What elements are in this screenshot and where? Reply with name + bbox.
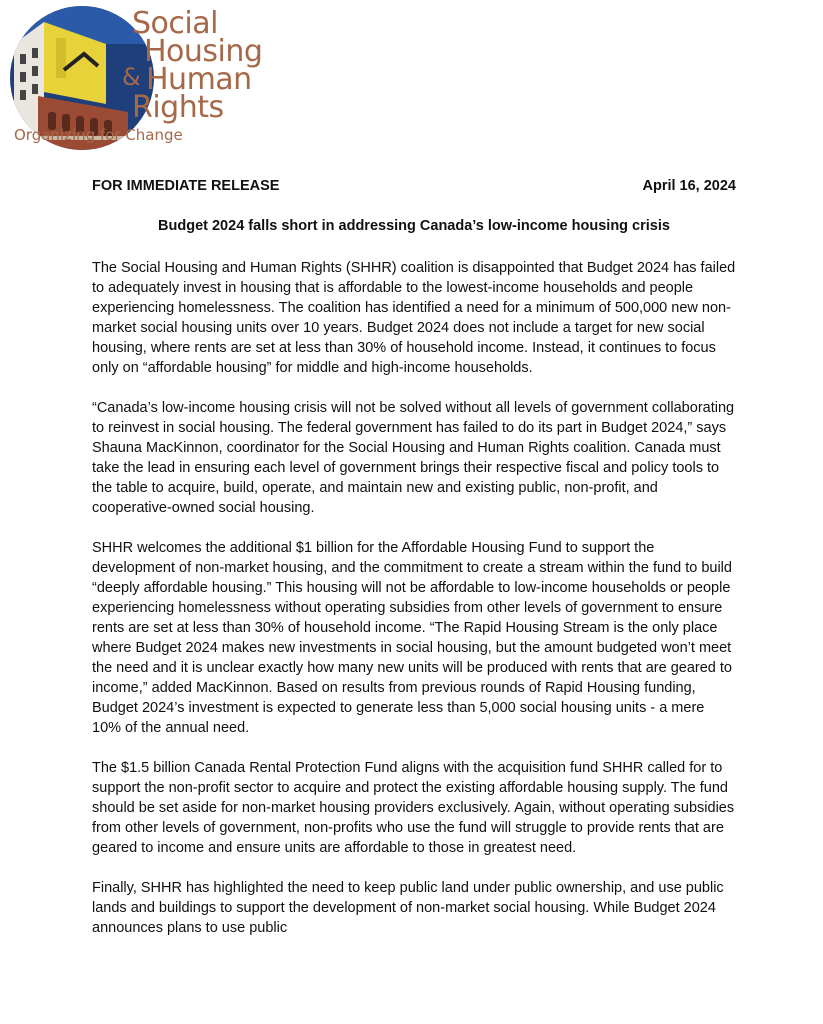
release-label: FOR IMMEDIATE RELEASE bbox=[92, 178, 280, 194]
logo-line-social: Social bbox=[132, 6, 218, 41]
logo-line-housing: Housing bbox=[144, 34, 263, 69]
body-text bbox=[92, 258, 737, 958]
release-header bbox=[92, 178, 736, 194]
release-date: April 16, 2024 bbox=[642, 178, 736, 194]
organization-logo bbox=[8, 4, 308, 152]
paragraph: The Social Housing and Human Rights (SHHR) coalition is disappointed that Budget 2024 has failed to adequately invest in housing that is affordable to the lowest-income households and people experiencing homelessness. The coalition has identified a need for a minimum of 500,000 new non-market social housing units over 10 years. Budget 2024 does not include a target for new social housing, where rents are set at less than 30% of household income. Instead, it continues to focus only on “affordable housing” for middle and high-income households. bbox=[92, 260, 736, 376]
logo-ampersand: & bbox=[122, 63, 141, 91]
logo-tagline: Organizing for Change bbox=[14, 126, 183, 144]
logo-line-human: Human bbox=[146, 62, 252, 97]
logo-line-rights: Rights bbox=[132, 90, 224, 125]
paragraph: Finally, SHHR has highlighted the need to keep public land under public ownership, and use public lands and buildings to support the development of non-market social housing. While Budget 2024 announces plans to use public bbox=[92, 880, 724, 936]
paragraph: SHHR welcomes the additional $1 billion for the Affordable Housing Fund to support the development of non-market housing, and the commitment to create a stream within the fund to build “deeply affordable housing.” This housing will not be affordable to low-income households or people experiencing homelessness without operating subsidies from other levels of government to ensure rents are set at less than 30% of household income. “The Rapid Housing Stream is the only place where Budget 2024 makes new investments in social housing, but the amount budgeted won’t meet the need and it is unclear exactly how many new units will be produced with rents that are geared to income,” added MacKinnon. Based on results from previous rounds of Rapid Housing funding, Budget 2024’s investment is expected to generate less than 5,000 social housing units - a mere 10% of the annual need. bbox=[92, 540, 732, 736]
paragraph: “Canada’s low-income housing crisis will not be solved without all levels of government collaborating to reinvest in social housing. The federal government has failed to do its part in Budget 2024,” says Shauna MacKinnon, coordinator for the Social Housing and Human Rights coalition. Canada must take the lead in ensuring each level of government brings their respective fiscal and policy tools to the table to acquire, build, operate, and maintain new and existing public, non-profit, and cooperative-owned social housing. bbox=[92, 400, 735, 516]
logo-wordmark bbox=[122, 6, 263, 125]
paragraph: The $1.5 billion Canada Rental Protection Fund aligns with the acquisition fund SHHR called for to support the non-profit sector to acquire and protect the existing affordable housing supply. The fund should be set aside for non-market housing providers exclusively. Again, without operating subsidies from other levels of government, non-profits who use the fund will struggle to provide rents that are geared to income and ensure units are affordable to those in greatest need. bbox=[92, 760, 735, 856]
headline: Budget 2024 falls short in addressing Canada’s low-income housing crisis bbox=[158, 218, 670, 234]
